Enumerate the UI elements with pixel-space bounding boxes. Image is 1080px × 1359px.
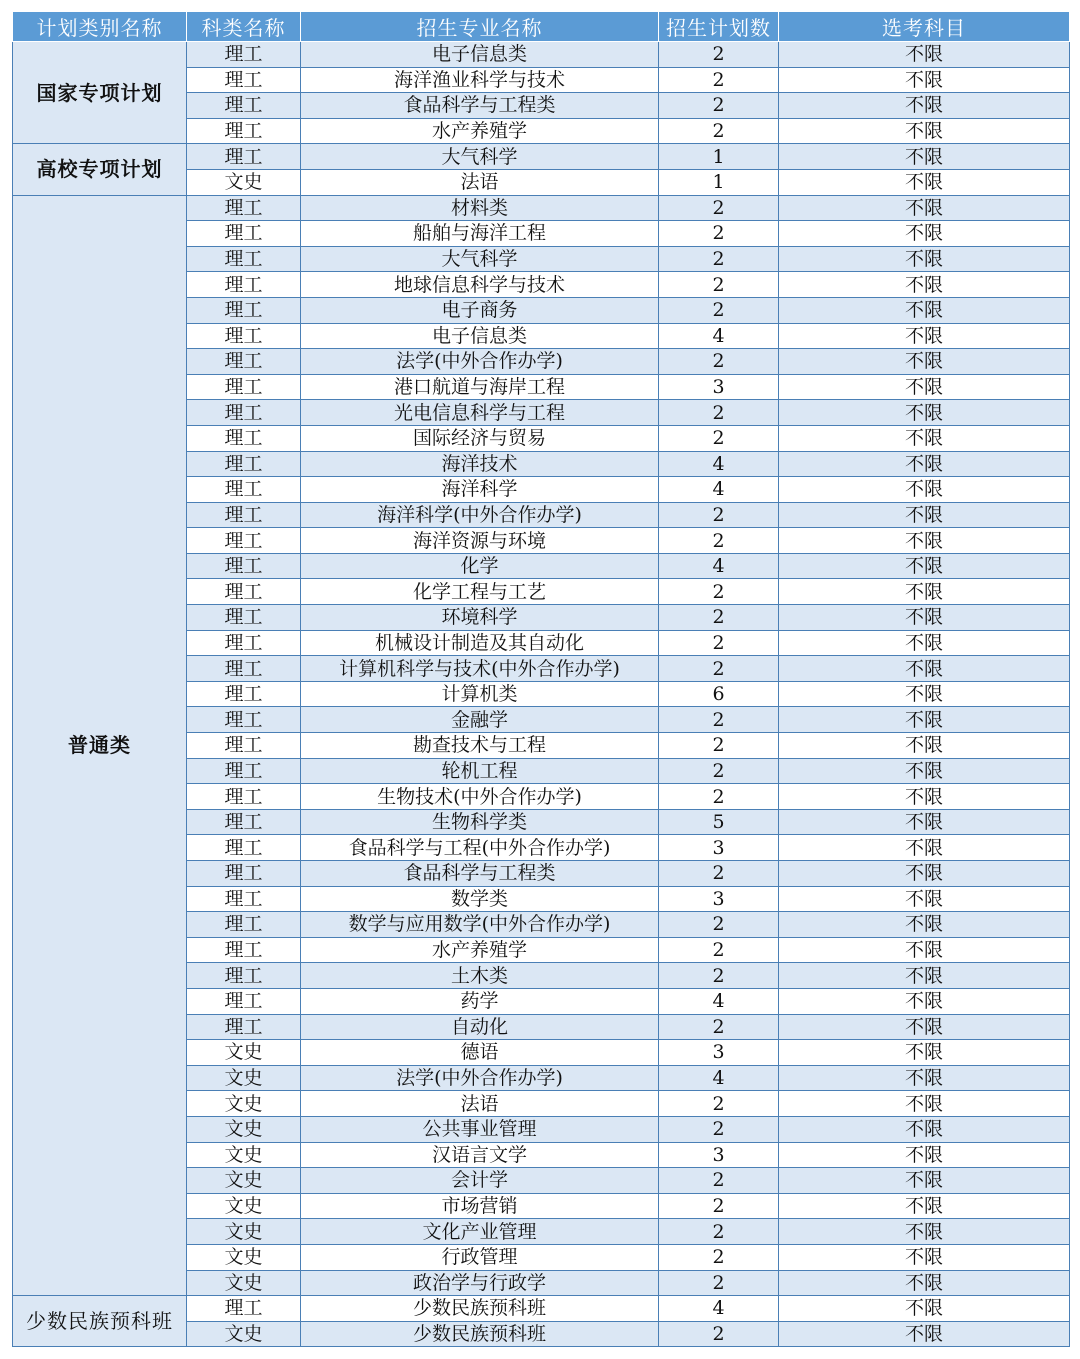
plan-count-cell: 2: [659, 528, 779, 554]
major-name-cell: 法语: [301, 169, 659, 195]
major-name-cell: 自动化: [301, 1014, 659, 1040]
header-major-name: 招生专业名称: [301, 12, 659, 42]
plan-category-cell: 高校专项计划: [13, 144, 187, 195]
elective-subjects-cell: 不限: [779, 425, 1070, 451]
major-name-cell: 港口航道与海岸工程: [301, 374, 659, 400]
major-name-cell: 电子信息类: [301, 42, 659, 68]
plan-count-cell: 2: [659, 1321, 779, 1347]
major-name-cell: 药学: [301, 988, 659, 1014]
subject-type-cell: 理工: [187, 707, 301, 733]
elective-subjects-cell: 不限: [779, 784, 1070, 810]
subject-type-cell: 理工: [187, 963, 301, 989]
elective-subjects-cell: 不限: [779, 809, 1070, 835]
major-name-cell: 德语: [301, 1040, 659, 1066]
elective-subjects-cell: 不限: [779, 144, 1070, 170]
plan-count-cell: 2: [659, 784, 779, 810]
table-row: [13, 195, 1070, 221]
subject-type-cell: 文史: [187, 1142, 301, 1168]
plan-count-cell: 2: [659, 579, 779, 605]
elective-subjects-cell: 不限: [779, 912, 1070, 938]
plan-count-cell: 2: [659, 1014, 779, 1040]
subject-type-cell: 理工: [187, 246, 301, 272]
plan-count-cell: 3: [659, 1040, 779, 1066]
subject-type-cell: 理工: [187, 630, 301, 656]
major-name-cell: 勘查技术与工程: [301, 733, 659, 759]
subject-type-cell: 理工: [187, 758, 301, 784]
table-header-row: [13, 12, 1070, 42]
plan-count-cell: 2: [659, 1270, 779, 1296]
elective-subjects-cell: 不限: [779, 579, 1070, 605]
elective-subjects-cell: 不限: [779, 374, 1070, 400]
subject-type-cell: 理工: [187, 988, 301, 1014]
elective-subjects-cell: 不限: [779, 169, 1070, 195]
plan-count-cell: 4: [659, 553, 779, 579]
subject-type-cell: 文史: [187, 1321, 301, 1347]
major-name-cell: 海洋技术: [301, 451, 659, 477]
plan-count-cell: 2: [659, 1219, 779, 1245]
major-name-cell: 少数民族预科班: [301, 1321, 659, 1347]
header-plan-category: 计划类别名称: [13, 12, 187, 42]
elective-subjects-cell: 不限: [779, 272, 1070, 298]
major-name-cell: 食品科学与工程(中外合作办学): [301, 835, 659, 861]
plan-count-cell: 2: [659, 195, 779, 221]
major-name-cell: 材料类: [301, 195, 659, 221]
plan-count-cell: 2: [659, 912, 779, 938]
table-row: [13, 1296, 1070, 1322]
table-row: [13, 144, 1070, 170]
elective-subjects-cell: 不限: [779, 733, 1070, 759]
subject-type-cell: 理工: [187, 886, 301, 912]
elective-subjects-cell: 不限: [779, 93, 1070, 119]
plan-count-cell: 2: [659, 1193, 779, 1219]
major-name-cell: 环境科学: [301, 605, 659, 631]
plan-count-cell: 2: [659, 1168, 779, 1194]
major-name-cell: 海洋科学(中外合作办学): [301, 502, 659, 528]
major-name-cell: 法学(中外合作办学): [301, 349, 659, 375]
subject-type-cell: 理工: [187, 579, 301, 605]
plan-count-cell: 2: [659, 425, 779, 451]
plan-count-cell: 3: [659, 374, 779, 400]
subject-type-cell: 理工: [187, 374, 301, 400]
plan-count-cell: 2: [659, 67, 779, 93]
subject-type-cell: 理工: [187, 144, 301, 170]
plan-count-cell: 2: [659, 502, 779, 528]
plan-count-cell: 2: [659, 758, 779, 784]
major-name-cell: 光电信息科学与工程: [301, 400, 659, 426]
elective-subjects-cell: 不限: [779, 656, 1070, 682]
plan-count-cell: 5: [659, 809, 779, 835]
subject-type-cell: 理工: [187, 195, 301, 221]
plan-count-cell: 2: [659, 1116, 779, 1142]
elective-subjects-cell: 不限: [779, 861, 1070, 887]
major-name-cell: 汉语言文学: [301, 1142, 659, 1168]
subject-type-cell: 理工: [187, 42, 301, 68]
subject-type-cell: 文史: [187, 1219, 301, 1245]
elective-subjects-cell: 不限: [779, 937, 1070, 963]
major-name-cell: 船舶与海洋工程: [301, 221, 659, 247]
header-subject-type: 科类名称: [187, 12, 301, 42]
subject-type-cell: 理工: [187, 502, 301, 528]
major-name-cell: 化学: [301, 553, 659, 579]
major-name-cell: 生物技术(中外合作办学): [301, 784, 659, 810]
subject-type-cell: 理工: [187, 400, 301, 426]
elective-subjects-cell: 不限: [779, 1296, 1070, 1322]
table-row: [13, 42, 1070, 68]
major-name-cell: 电子商务: [301, 297, 659, 323]
major-name-cell: 计算机类: [301, 681, 659, 707]
major-name-cell: 数学类: [301, 886, 659, 912]
plan-count-cell: 2: [659, 93, 779, 119]
major-name-cell: 公共事业管理: [301, 1116, 659, 1142]
major-name-cell: 法语: [301, 1091, 659, 1117]
plan-count-cell: 3: [659, 1142, 779, 1168]
plan-count-cell: 2: [659, 246, 779, 272]
elective-subjects-cell: 不限: [779, 553, 1070, 579]
plan-count-cell: 2: [659, 707, 779, 733]
major-name-cell: 水产养殖学: [301, 937, 659, 963]
plan-count-cell: 2: [659, 963, 779, 989]
plan-count-cell: 2: [659, 118, 779, 144]
elective-subjects-cell: 不限: [779, 400, 1070, 426]
major-name-cell: 少数民族预科班: [301, 1296, 659, 1322]
plan-count-cell: 4: [659, 1296, 779, 1322]
elective-subjects-cell: 不限: [779, 1193, 1070, 1219]
plan-category-cell: 普通类: [13, 195, 187, 1296]
elective-subjects-cell: 不限: [779, 886, 1070, 912]
subject-type-cell: 理工: [187, 656, 301, 682]
subject-type-cell: 理工: [187, 1296, 301, 1322]
elective-subjects-cell: 不限: [779, 451, 1070, 477]
subject-type-cell: 理工: [187, 93, 301, 119]
major-name-cell: 水产养殖学: [301, 118, 659, 144]
elective-subjects-cell: 不限: [779, 630, 1070, 656]
subject-type-cell: 文史: [187, 1065, 301, 1091]
header-elective-subjects: 选考科目: [779, 12, 1070, 42]
subject-type-cell: 文史: [187, 1244, 301, 1270]
subject-type-cell: 文史: [187, 1168, 301, 1194]
subject-type-cell: 理工: [187, 861, 301, 887]
major-name-cell: 生物科学类: [301, 809, 659, 835]
plan-count-cell: 2: [659, 1091, 779, 1117]
major-name-cell: 地球信息科学与技术: [301, 272, 659, 298]
major-name-cell: 海洋渔业科学与技术: [301, 67, 659, 93]
elective-subjects-cell: 不限: [779, 835, 1070, 861]
subject-type-cell: 文史: [187, 1270, 301, 1296]
plan-count-cell: 4: [659, 988, 779, 1014]
elective-subjects-cell: 不限: [779, 42, 1070, 68]
plan-count-cell: 1: [659, 144, 779, 170]
plan-category-cell: 国家专项计划: [13, 42, 187, 144]
table-body: [13, 42, 1070, 1347]
elective-subjects-cell: 不限: [779, 323, 1070, 349]
subject-type-cell: 理工: [187, 297, 301, 323]
header-plan-count: 招生计划数: [659, 12, 779, 42]
elective-subjects-cell: 不限: [779, 502, 1070, 528]
elective-subjects-cell: 不限: [779, 963, 1070, 989]
subject-type-cell: 理工: [187, 425, 301, 451]
subject-type-cell: 文史: [187, 1040, 301, 1066]
elective-subjects-cell: 不限: [779, 528, 1070, 554]
subject-type-cell: 理工: [187, 937, 301, 963]
elective-subjects-cell: 不限: [779, 1040, 1070, 1066]
plan-count-cell: 4: [659, 477, 779, 503]
major-name-cell: 海洋科学: [301, 477, 659, 503]
elective-subjects-cell: 不限: [779, 681, 1070, 707]
plan-count-cell: 2: [659, 221, 779, 247]
plan-category-cell: 少数民族预科班: [13, 1296, 187, 1347]
major-name-cell: 计算机科学与技术(中外合作办学): [301, 656, 659, 682]
subject-type-cell: 文史: [187, 169, 301, 195]
major-name-cell: 会计学: [301, 1168, 659, 1194]
subject-type-cell: 理工: [187, 272, 301, 298]
subject-type-cell: 理工: [187, 835, 301, 861]
subject-type-cell: 理工: [187, 784, 301, 810]
elective-subjects-cell: 不限: [779, 1091, 1070, 1117]
elective-subjects-cell: 不限: [779, 1014, 1070, 1040]
major-name-cell: 国际经济与贸易: [301, 425, 659, 451]
major-name-cell: 土木类: [301, 963, 659, 989]
plan-count-cell: 2: [659, 861, 779, 887]
subject-type-cell: 文史: [187, 1193, 301, 1219]
elective-subjects-cell: 不限: [779, 1244, 1070, 1270]
plan-count-cell: 2: [659, 272, 779, 298]
elective-subjects-cell: 不限: [779, 1142, 1070, 1168]
plan-count-cell: 4: [659, 323, 779, 349]
plan-count-cell: 4: [659, 451, 779, 477]
plan-count-cell: 2: [659, 937, 779, 963]
elective-subjects-cell: 不限: [779, 221, 1070, 247]
major-name-cell: 化学工程与工艺: [301, 579, 659, 605]
elective-subjects-cell: 不限: [779, 477, 1070, 503]
subject-type-cell: 文史: [187, 1091, 301, 1117]
plan-count-cell: 2: [659, 1244, 779, 1270]
major-name-cell: 机械设计制造及其自动化: [301, 630, 659, 656]
elective-subjects-cell: 不限: [779, 1168, 1070, 1194]
elective-subjects-cell: 不限: [779, 67, 1070, 93]
plan-count-cell: 2: [659, 656, 779, 682]
major-name-cell: 市场营销: [301, 1193, 659, 1219]
plan-count-cell: 3: [659, 886, 779, 912]
major-name-cell: 轮机工程: [301, 758, 659, 784]
major-name-cell: 海洋资源与环境: [301, 528, 659, 554]
major-name-cell: 金融学: [301, 707, 659, 733]
subject-type-cell: 理工: [187, 221, 301, 247]
elective-subjects-cell: 不限: [779, 1270, 1070, 1296]
plan-count-cell: 2: [659, 605, 779, 631]
subject-type-cell: 理工: [187, 681, 301, 707]
subject-type-cell: 理工: [187, 1014, 301, 1040]
plan-count-cell: 4: [659, 1065, 779, 1091]
major-name-cell: 食品科学与工程类: [301, 861, 659, 887]
elective-subjects-cell: 不限: [779, 118, 1070, 144]
subject-type-cell: 理工: [187, 809, 301, 835]
plan-count-cell: 6: [659, 681, 779, 707]
subject-type-cell: 理工: [187, 118, 301, 144]
elective-subjects-cell: 不限: [779, 758, 1070, 784]
elective-subjects-cell: 不限: [779, 246, 1070, 272]
subject-type-cell: 理工: [187, 477, 301, 503]
subject-type-cell: 文史: [187, 1116, 301, 1142]
subject-type-cell: 理工: [187, 733, 301, 759]
plan-count-cell: 2: [659, 400, 779, 426]
major-name-cell: 数学与应用数学(中外合作办学): [301, 912, 659, 938]
elective-subjects-cell: 不限: [779, 1321, 1070, 1347]
elective-subjects-cell: 不限: [779, 605, 1070, 631]
subject-type-cell: 理工: [187, 553, 301, 579]
enrollment-plan-table-container: [12, 11, 1069, 1347]
subject-type-cell: 理工: [187, 349, 301, 375]
elective-subjects-cell: 不限: [779, 1065, 1070, 1091]
major-name-cell: 法学(中外合作办学): [301, 1065, 659, 1091]
elective-subjects-cell: 不限: [779, 988, 1070, 1014]
plan-count-cell: 2: [659, 349, 779, 375]
subject-type-cell: 理工: [187, 323, 301, 349]
plan-count-cell: 2: [659, 42, 779, 68]
subject-type-cell: 理工: [187, 67, 301, 93]
plan-count-cell: 3: [659, 835, 779, 861]
major-name-cell: 电子信息类: [301, 323, 659, 349]
major-name-cell: 大气科学: [301, 144, 659, 170]
enrollment-plan-table: [12, 11, 1070, 1347]
elective-subjects-cell: 不限: [779, 1219, 1070, 1245]
plan-count-cell: 1: [659, 169, 779, 195]
plan-count-cell: 2: [659, 630, 779, 656]
subject-type-cell: 理工: [187, 912, 301, 938]
major-name-cell: 政治学与行政学: [301, 1270, 659, 1296]
plan-count-cell: 2: [659, 297, 779, 323]
major-name-cell: 食品科学与工程类: [301, 93, 659, 119]
major-name-cell: 文化产业管理: [301, 1219, 659, 1245]
elective-subjects-cell: 不限: [779, 349, 1070, 375]
elective-subjects-cell: 不限: [779, 707, 1070, 733]
elective-subjects-cell: 不限: [779, 1116, 1070, 1142]
subject-type-cell: 理工: [187, 605, 301, 631]
subject-type-cell: 理工: [187, 451, 301, 477]
subject-type-cell: 理工: [187, 528, 301, 554]
major-name-cell: 行政管理: [301, 1244, 659, 1270]
major-name-cell: 大气科学: [301, 246, 659, 272]
elective-subjects-cell: 不限: [779, 195, 1070, 221]
plan-count-cell: 2: [659, 733, 779, 759]
elective-subjects-cell: 不限: [779, 297, 1070, 323]
